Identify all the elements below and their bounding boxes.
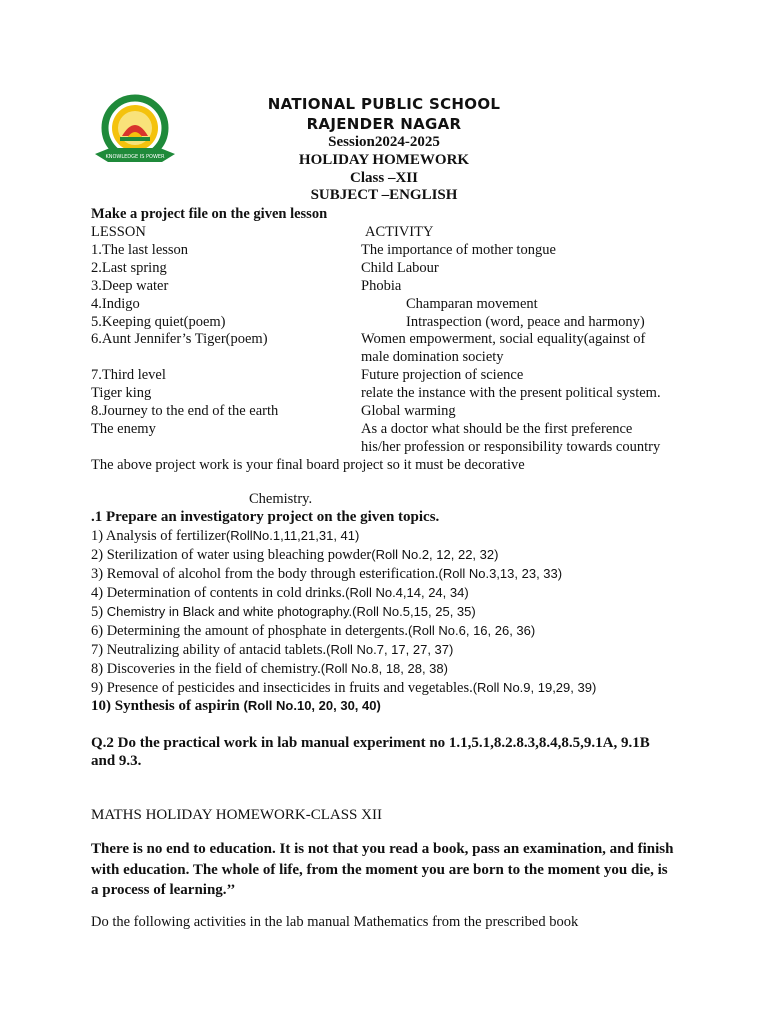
activity: his/her profession or responsibility towards country <box>361 439 661 455</box>
maths-heading: MATHS HOLIDAY HOMEWORK-CLASS XII <box>91 807 382 823</box>
lesson: 1.The last lesson <box>91 242 189 258</box>
chemistry-q1: .1 Prepare an investigatory project on the given topics. <box>91 509 440 525</box>
topic-item: 10) Synthesis of aspirin (Roll No.10, 20, 30, 40) <box>91 698 381 714</box>
activity: Global warming <box>361 403 456 419</box>
english-note: The above project work is your final board project so it must be decorative <box>91 457 525 473</box>
homework-title: HOLIDAY HOMEWORK <box>298 152 470 168</box>
activity: Phobia <box>361 278 402 294</box>
activity: Intraspection (word, peace and harmony) <box>406 314 645 330</box>
activity: relate the instance with the present political system. <box>361 385 661 401</box>
svg-text:KNOWLEDGE IS POWER: KNOWLEDGE IS POWER <box>105 154 165 160</box>
topic-item: 7) Neutralizing ability of antacid tablets.(Roll No.7, 17, 27, 37) <box>91 642 454 658</box>
topic-item: 8) Discoveries in the field of chemistry.(Roll No.8, 18, 28, 38) <box>91 661 448 677</box>
english-instruction: Make a project file on the given lesson <box>91 206 328 222</box>
activity: As a doctor what should be the first preference <box>361 421 633 437</box>
col-activity: ACTIVITY <box>365 224 434 240</box>
maths-quote: a process of learning.’’ <box>91 882 236 898</box>
lesson: 3.Deep water <box>91 278 169 294</box>
topic-item: 3) Removal of alcohol from the body through esterification.(Roll No.3,13, 23, 33) <box>91 566 563 582</box>
topic-item: 2) Sterilization of water using bleaching powder(Roll No.2, 12, 22, 32) <box>91 547 499 563</box>
topic-item: 5) Chemistry in Black and white photography.(Roll No.5,15, 25, 35) <box>91 604 476 620</box>
lesson: 6.Aunt Jennifer’s Tiger(poem) <box>91 331 268 347</box>
col-lesson: LESSON <box>91 224 146 240</box>
maths-quote: There is no end to education. It is not that you read a book, pass an examination, and finish <box>91 841 674 857</box>
chemistry-q2-cont: and 9.3. <box>91 753 142 769</box>
activity: Future projection of science <box>361 367 524 383</box>
lesson: Tiger king <box>91 385 152 401</box>
chemistry-q2: Q.2 Do the practical work in lab manual experiment no 1.1,5.1,8.2.8.3,8.4,8.5,9.1A, 9.1B <box>91 735 650 751</box>
topic-item: 4) Determination of contents in cold drinks.(Roll No.4,14, 24, 34) <box>91 585 469 601</box>
lesson: 4.Indigo <box>91 296 140 312</box>
lesson: 5.Keeping quiet(poem) <box>91 314 226 330</box>
topic-item: 9) Presence of pesticides and insecticides in fruits and vegetables.(Roll No.9, 19,29, 39) <box>91 680 597 696</box>
topic-item: 1) Analysis of fertilizer(RollNo.1,11,21,31, 41) <box>91 528 360 544</box>
lesson: 7.Third level <box>91 367 166 383</box>
activity: The importance of mother tongue <box>361 242 556 258</box>
school-name: NATIONAL PUBLIC SCHOOL <box>267 95 501 113</box>
activity: Women empowerment, social equality(against of <box>361 331 646 347</box>
lesson: 2.Last spring <box>91 260 167 276</box>
school-branch: RAJENDER NAGAR <box>306 115 462 133</box>
lesson: 8.Journey to the end of the earth <box>91 403 279 419</box>
topic-item: 6) Determining the amount of phosphate in detergents.(Roll No.6, 16, 26, 36) <box>91 623 536 639</box>
activity: male domination society <box>361 349 504 365</box>
maths-instruction: Do the following activities in the lab manual Mathematics from the prescribed book <box>91 914 579 930</box>
subject-label: SUBJECT –ENGLISH <box>310 187 458 203</box>
session: Session2024-2025 <box>328 134 440 150</box>
activity: Champaran movement <box>406 296 538 312</box>
lesson: The enemy <box>91 421 156 437</box>
activity: Child Labour <box>361 260 439 276</box>
class-label: Class –XII <box>350 170 418 186</box>
maths-quote: with education. The whole of life, from the moment you are born to the moment you die, is <box>91 862 668 878</box>
chemistry-heading: Chemistry. <box>249 491 313 507</box>
